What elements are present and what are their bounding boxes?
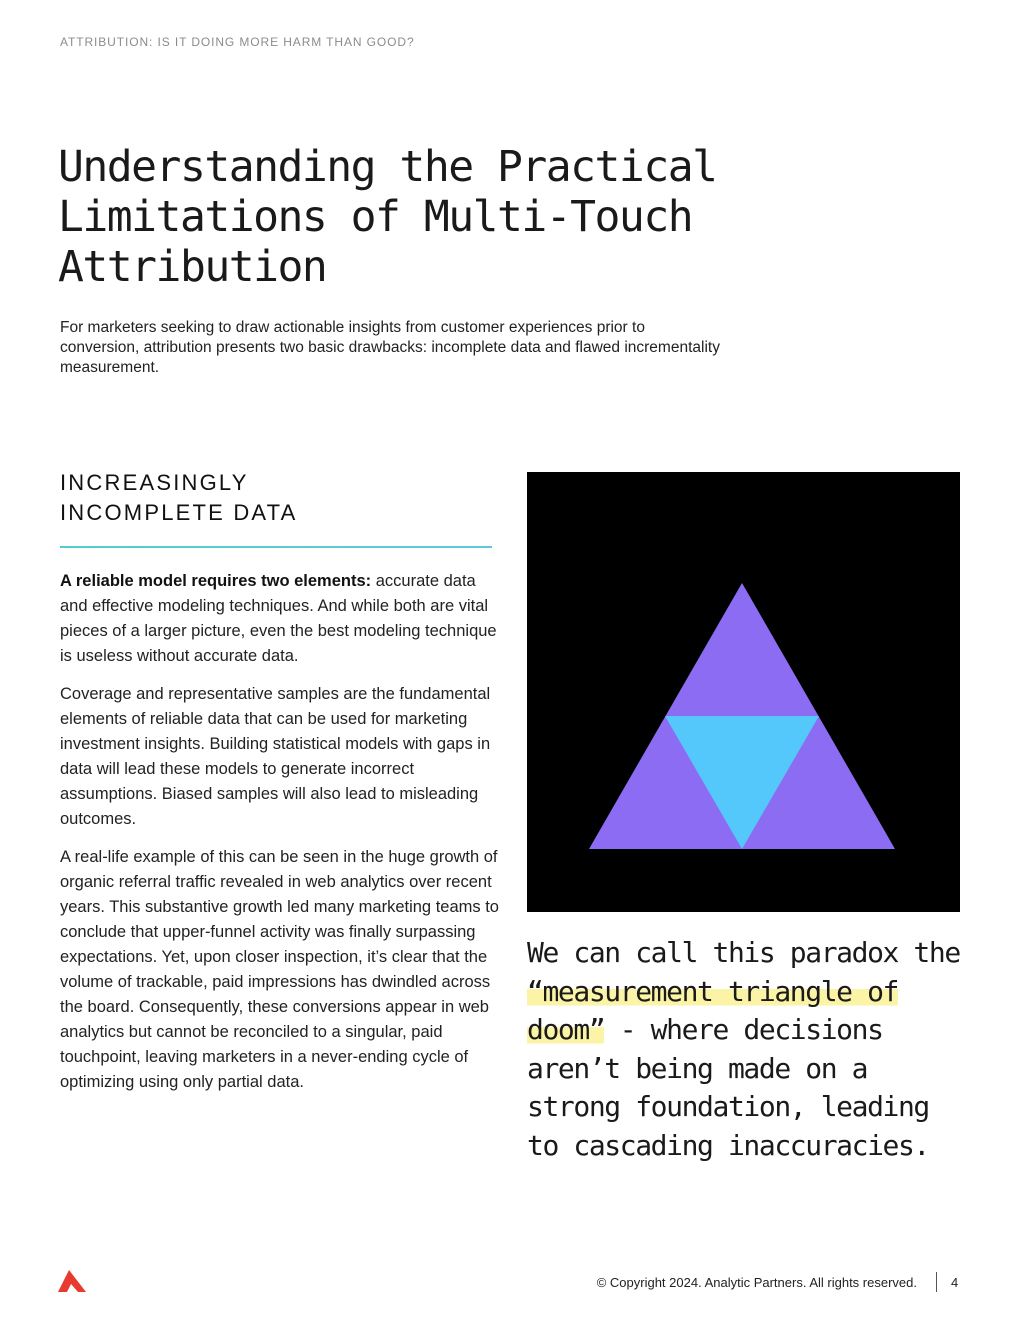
page-title-line-3: Attribution bbox=[58, 242, 327, 292]
page-number: 4 bbox=[951, 1275, 959, 1290]
running-header: ATTRIBUTION: IS IT DOING MORE HARM THAN GOOD? bbox=[60, 35, 415, 49]
body-column bbox=[60, 569, 500, 1108]
body-paragraph-2: Coverage and representative samples are the fundamental elements of reliable data that can be used for marketing investment insights. Building statistical models with gaps in data will lead these models to generate incorrect assumptions. Biased samples will also lead to misleading outcomes. bbox=[60, 685, 491, 828]
quote-text-after: - where decisions aren’t being made on a strong foundation, leading to cascading inaccuracies. bbox=[527, 1013, 929, 1162]
lead-rest-text: accurate data and effective modeling techniques. And while both are vital pieces of a larger picture, even the best modeling technique is useless without accurate data. bbox=[60, 572, 497, 665]
quote-highlight: “measurement triangle of doom” bbox=[527, 974, 898, 1046]
logo-mark bbox=[58, 1270, 86, 1292]
footer-copyright: © Copyright 2024. Analytic Partners. All rights reserved. bbox=[596, 1275, 917, 1290]
footer-divider bbox=[936, 1272, 937, 1292]
pull-quote bbox=[527, 934, 967, 1165]
page-title-line-2: Limitations of Multi-Touch bbox=[58, 192, 693, 242]
intro-paragraph: For marketers seeking to draw actionable insights from customer experiences prior to conversion, attribution presents two basic drawbacks: incomplete data and flawed incrementality measurement. bbox=[60, 319, 720, 376]
triangle-graphic bbox=[527, 472, 960, 912]
section-heading-line-2: INCOMPLETE DATA bbox=[60, 500, 298, 525]
triangle-figure bbox=[527, 472, 960, 912]
page-title bbox=[58, 142, 778, 292]
analytic-partners-logo-icon bbox=[58, 1270, 86, 1292]
heading-divider bbox=[60, 546, 492, 548]
page-title-line-1: Understanding the Practical bbox=[58, 142, 717, 192]
body-paragraph-3: A real-life example of this can be seen in the huge growth of organic referral traffic revealed in web analytics over recent years. This substantive growth led many marketing teams to conclude that upper-funnel activity was finally surpassing expectations. Yet, upon closer inspection, it’s clear that the volume of trackable, paid impressions has dwindled across the board. Consequently, these conversions appear in web analytics but cannot be reconciled to a singular, paid touchpoint, leaving marketers in a never-ending cycle of optimizing using only partial data. bbox=[60, 848, 499, 1091]
body-paragraph-1 bbox=[60, 569, 500, 669]
section-heading-line-1: INCREASINGLY bbox=[60, 470, 249, 495]
quote-text-before: We can call this paradox the bbox=[527, 936, 960, 969]
lead-bold-text: A reliable model requires two elements: bbox=[60, 572, 372, 590]
section-heading bbox=[60, 468, 490, 528]
